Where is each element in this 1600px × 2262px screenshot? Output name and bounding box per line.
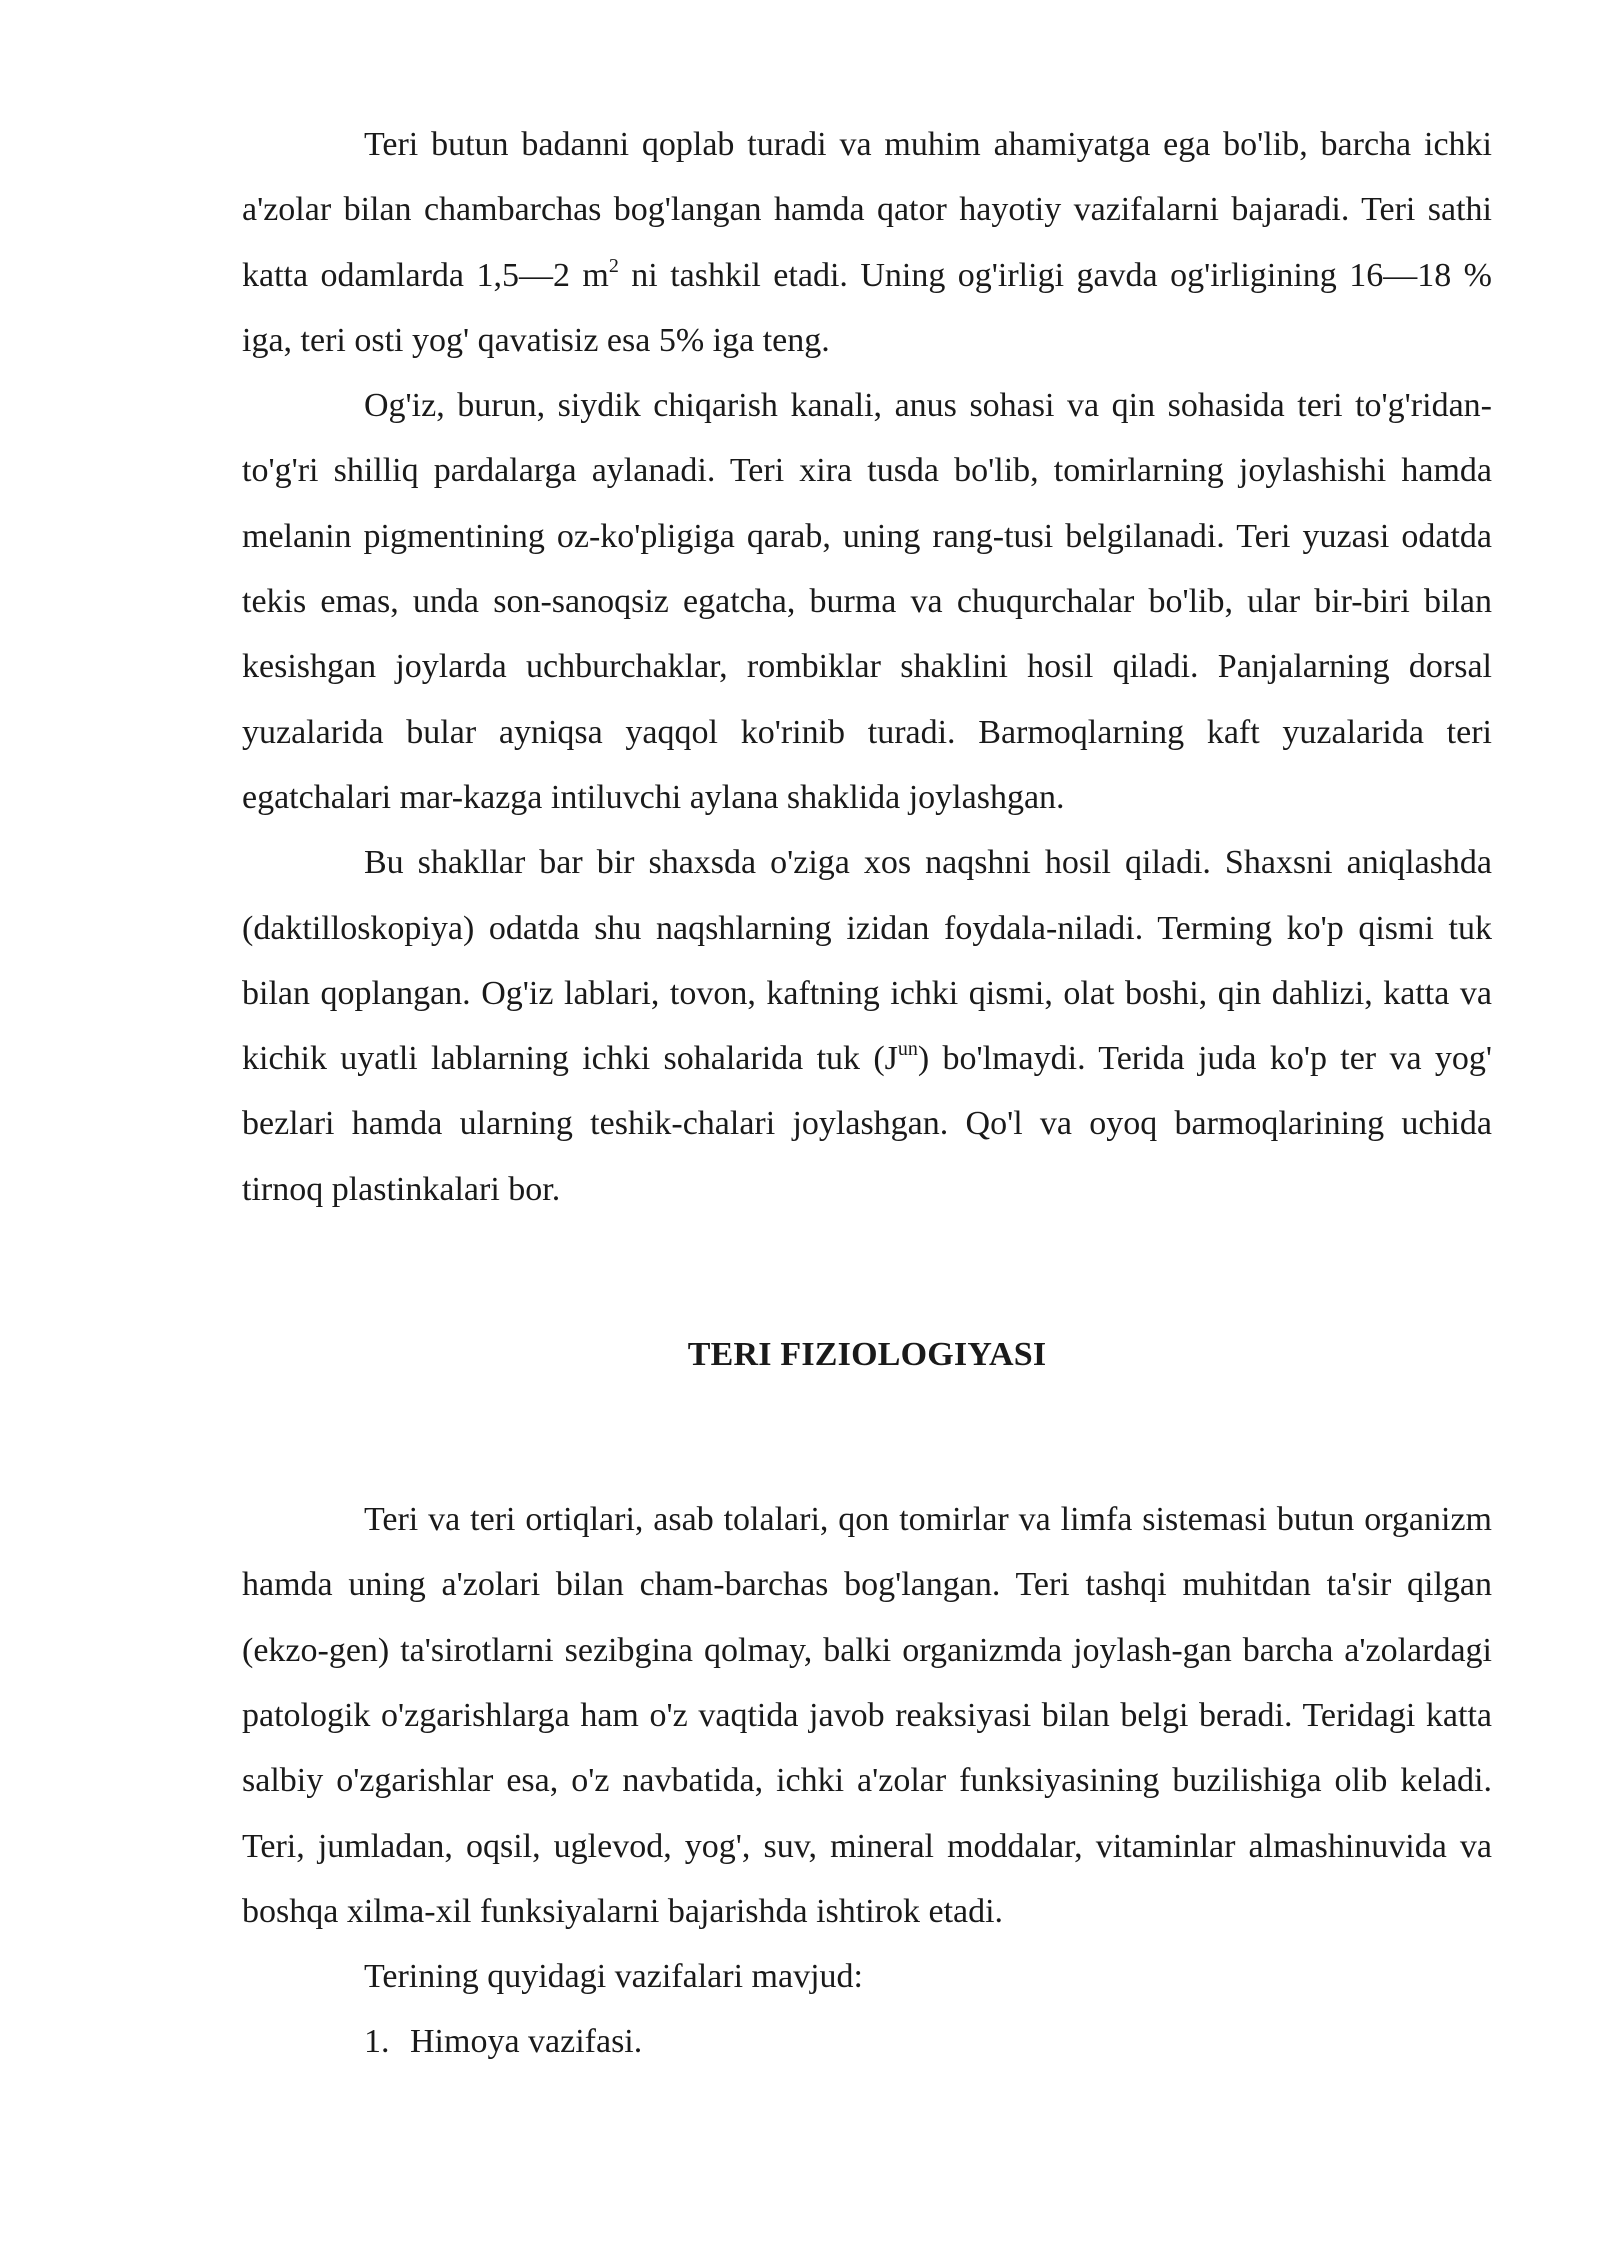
- superscript-note: un: [897, 1038, 918, 1061]
- paragraph-skin-overview: [242, 112, 1492, 373]
- superscript-squared: 2: [608, 254, 619, 277]
- paragraph-functions-intro: Terining quyidagi vazifalari mavjud:: [364, 1958, 863, 1996]
- paragraph-text: Teri butun badanni qoplab turadi va muhim ahamiyatga ega bo'lib, barcha ichki a'zolar bilan chambarchas bog'langan hamda qator hayotiy vazifalarni bajaradi. Teri sathi katta odamlarda 1,5—2 m: [242, 126, 1492, 294]
- paragraph-text: ) bo'lmaydi. Terida juda ko'p ter va yog' bezlari hamda ularning teshik-chalari joylashgan. Qo'l va oyoq barmoqlarining uchida tirnoq plastinkalari bor.: [242, 1040, 1492, 1208]
- paragraph-text: Bu shakllar bar bir shaxsda o'ziga xos naqshni hosil qiladi. Shaxsni aniqlashda (daktilloskopiya) odatda shu naqshlarning izidan foydala-niladi. Terming ko'p qismi tuk bilan qoplangan. Og'iz lablari, tovon, kaftning ichki qismi, olat boshi, qin dahlizi, katta va kichik uyatli lablarning ichki sohalarida tuk (J: [242, 844, 1492, 1078]
- list-item-text: Himoya vazifasi.: [410, 2023, 643, 2061]
- list-item: [242, 2009, 1492, 2074]
- paragraph-skin-patterns: [242, 830, 1492, 1222]
- list-item-number: 1.: [364, 2023, 390, 2061]
- document-page: [242, 112, 1492, 2075]
- section-heading: TERI FIZIOLOGIYASI: [687, 1335, 1047, 1373]
- paragraph-physiology: Teri va teri ortiqlari, asab tolalari, qon tomirlar va limfa sistemasi butun organizm hamda uning a'zolari bilan cham-barchas bog'langan. Teri tashqi muhitdan ta'sir qilgan (ekzo-gen) ta'sirotlarni sezibgina qolmay, balki organizmda joylash-gan barcha a'zolardagi patologik o'zgarishlarga ham o'z vaqtida javob reaksiyasi bilan belgi beradi. Teridagi katta salbiy o'zgarishlar esa, o'z navbatida, ichki a'zolar funksiyasining buzilishiga olib keladi. Teri, jumladan, oqsil, uglevod, yog', suv, mineral moddalar, vitaminlar almashinuvida va boshqa xilma-xil funksiyalarni bajarishda ishtirok etadi.: [242, 1501, 1492, 1930]
- paragraph-skin-surface: Og'iz, burun, siydik chiqarish kanali, anus sohasi va qin sohasida teri to'g'ridan-to'g'ri shilliq pardalarga aylanadi. Teri xira tusda bo'lib, tomirlarning joylashishi hamda melanin pigmentining oz-ko'pligiga qarab, uning rang-tusi belgilanadi. Teri yuzasi odatda tekis emas, unda son-sanoqsiz egatcha, burma va chuqurchalar bo'lib, ular bir-biri bilan kesishgan joylarda uchburchaklar, rombiklar shaklini hosil qiladi. Panjalarning dorsal yuzalarida bular ayniqsa yaqqol ko'rinib turadi. Barmoqlarning kaft yuzalarida teri egatchalari mar-kazga intiluvchi aylana shaklida joylashgan.: [242, 387, 1492, 816]
- paragraph-text: ni tashkil etadi. Uning og'irligi gavda og'irligining 16—18 % iga, teri osti yog' qavatisiz esa 5% iga teng.: [242, 256, 1492, 359]
